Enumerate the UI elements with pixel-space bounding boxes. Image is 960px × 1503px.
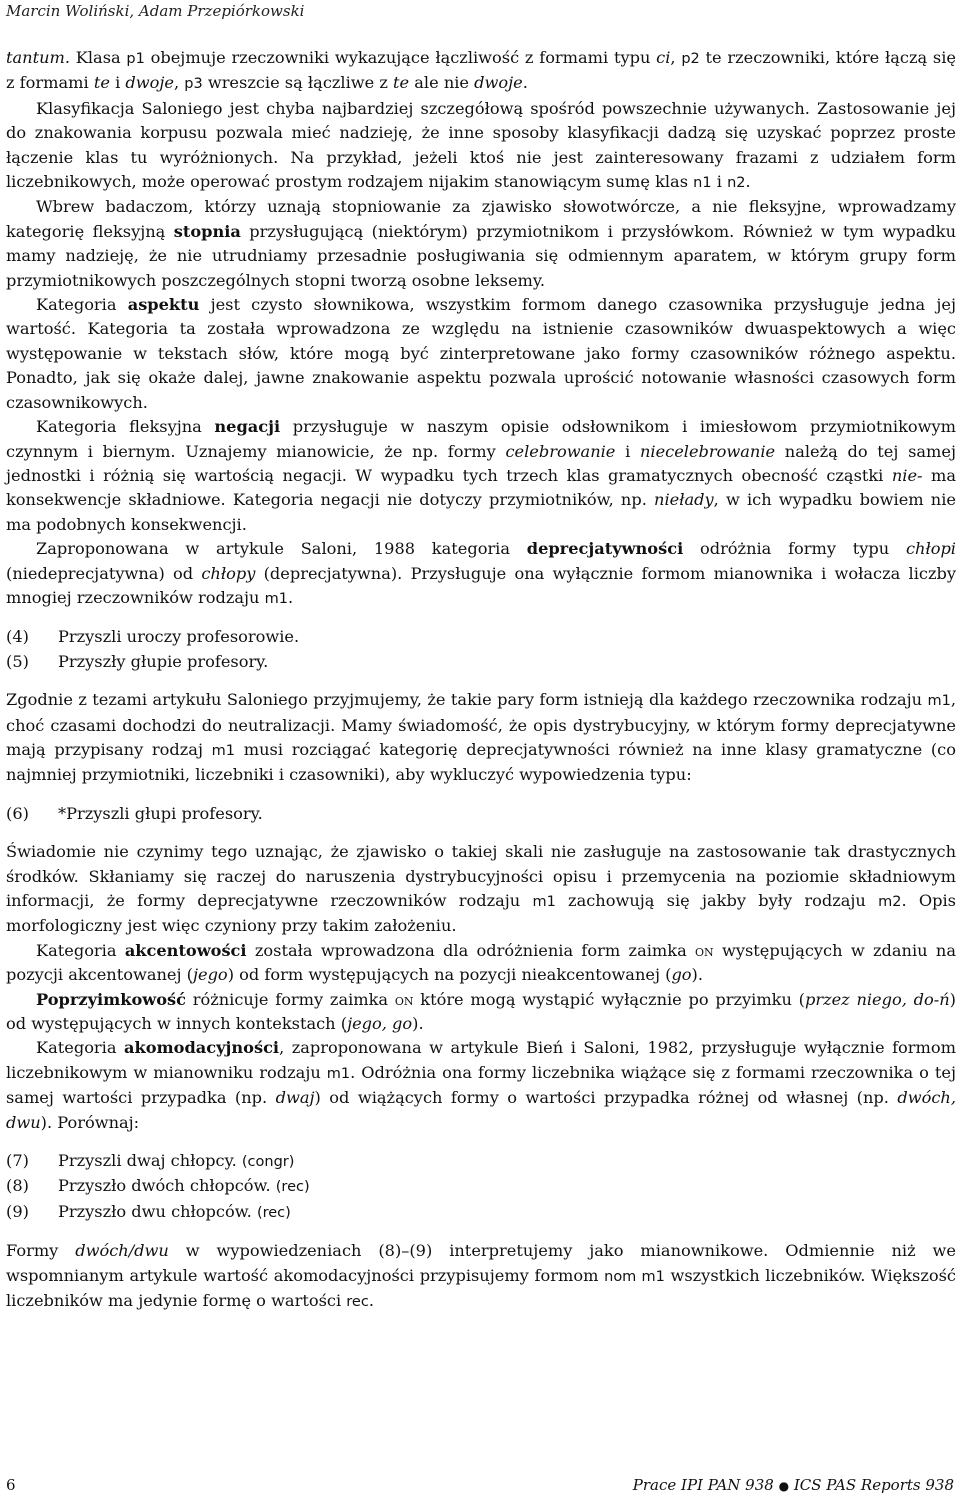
example-sentence: Przyszli dwaj chłopcy.	[58, 1151, 242, 1171]
code-n2: n2	[727, 175, 746, 192]
text: , choć czasami dochodzi do neutralizacji. Mamy świadomość, że opis dystrybucyjny, w którym formy deprecjatywne mają przypisany rodzaj	[6, 690, 956, 759]
text: (deprecjatywna). Przysługuje ona wyłącznie formom mianownika i wołacza liczby mnogiej rzeczowników rodzaju	[6, 563, 957, 607]
italic-go: go	[671, 965, 692, 985]
example-tag: (rec)	[256, 1204, 291, 1221]
example-sentence: Przyszło dwu chłopców.	[58, 1201, 257, 1221]
italic-dwoch-dwu: dwóch/dwu	[75, 1241, 169, 1261]
example-number: (7)	[6, 1151, 29, 1171]
text: Kategoria	[36, 1038, 125, 1058]
text: obejmuje rzeczowniki wykazujące łączliwość z formami typu	[144, 48, 657, 67]
example-text: Przyszli uroczy profesorowie.	[58, 627, 300, 647]
code-p2: p2	[681, 51, 700, 67]
text: w wypowiedzeniach (8)–(9) interpretujemy jako mianownikowe. Odmiennie niż we wspomnianym artykule wartość akomodacyjności przypisujemy formom	[6, 1241, 956, 1285]
text: Formy	[6, 1241, 76, 1261]
text: wreszcie są łączliwe z	[202, 73, 394, 93]
italic-tantum: tantum.	[6, 48, 71, 67]
example-item	[6, 650, 956, 674]
text: które mogą wystąpić wyłącznie po przyimku (	[413, 989, 805, 1009]
example-text: Przyszły głupie profesory.	[58, 651, 269, 671]
code-m1: m1	[532, 894, 556, 910]
text: została wprowadzona dla odróżnienia form zaimka	[246, 940, 696, 960]
paragraph-p8	[6, 840, 956, 939]
paragraph-p10	[6, 988, 956, 1037]
code-nom-m1: nom m1	[604, 1268, 665, 1285]
code-m1: m1	[927, 693, 951, 710]
italic-te: te	[393, 73, 410, 93]
example-list-a	[6, 625, 956, 674]
code-p1: p1	[126, 51, 145, 67]
paragraph-p1	[6, 46, 956, 97]
code-m1: m1	[326, 1065, 351, 1082]
italic-niecelebrowanie: niecelebrowanie	[639, 441, 776, 461]
term-negacji: negacji	[214, 417, 281, 437]
text: ) od wiążących formy o wartości przypadka różnej od własnej (np.	[314, 1088, 898, 1108]
example-item	[6, 1149, 956, 1174]
series-name-en: ICS PAS Reports 938	[793, 1476, 954, 1494]
page-body	[6, 46, 956, 1315]
italic-ci: ci	[656, 48, 671, 67]
code-n1: n1	[693, 175, 712, 192]
series-name-pl: Prace IPI PAN 938	[632, 1476, 774, 1494]
term-akomodacyjnosci: akomodacyjności	[124, 1038, 280, 1058]
italic-jego: jego	[192, 965, 228, 985]
italic-celebrowanie: celebrowanie	[505, 441, 616, 461]
example-text: *Przyszli głupi profesory.	[58, 803, 263, 823]
paragraph-p7	[6, 688, 956, 788]
text: Klasyfikacja Saloniego jest chyba najbardziej szczegółową spośród powszechnie używanych. Zastosowanie jej do znakowania korpusu pozwala mieć nadzieję, że inne sposoby klasyfikacji dadzą się uzyskać poprzez proste łączenie klas tu wyróżnionych. Na przykład, jeżeli ktoś nie jest zainteresowany frazami z udziałem form liczebnikowych, może operować prostym rodzajem nijakim stanowiącym sumę klas	[6, 98, 956, 192]
paragraph-p9	[6, 939, 956, 988]
italic-dwaj: dwaj	[275, 1088, 315, 1108]
text: przysługuje w naszym opisie odsłownikom i imiesłowom przymiotnikowym czynnym i biernym. Uznajemy mianowicie, że np. formy	[6, 417, 957, 461]
text: zachowują się jakby były rodzaju	[555, 891, 879, 910]
italic-dwoch-dwu: dwóch, dwu	[6, 1088, 956, 1132]
text: Klasa	[70, 48, 127, 67]
code-p3: p3	[184, 76, 203, 93]
paragraph-p2	[6, 97, 956, 196]
smallcaps-on: on	[394, 989, 414, 1009]
running-header: Marcin Woliński, Adam Przepiórkowski	[6, 2, 305, 20]
example-tag: (rec)	[275, 1179, 310, 1196]
code-m2: m2	[878, 894, 902, 910]
text: ) od form występujących na pozycji nieakcentowanej (	[227, 965, 672, 985]
example-tag: (congr)	[241, 1154, 295, 1171]
text: należą do tej samej jednostki i różnią się wartością negacji. W wypadku tych trzech klas gramatycznych obecność cząstki	[6, 441, 957, 485]
paragraph-p3	[6, 195, 956, 293]
example-number: (9)	[6, 1201, 29, 1221]
paragraph-p4	[6, 293, 956, 415]
text: przysługującą (niektórym) przymiotnikom i przysłówkom. Również w tym wypadku mamy nadzieję, że nie utrudniamy przesadnie posługiwania się odmiennym aparatem, w którym grupy form przymiotnikowych poszczególnych stopni tworzą osobne leksemy.	[6, 221, 956, 290]
text: Zgodnie z tezami artykułu Saloniego przyjmujemy, że takie pary form istnieją dla każdego rzeczownika rodzaju	[6, 690, 928, 710]
text: i	[711, 172, 728, 192]
italic-jego-go: jego, go	[347, 1014, 413, 1034]
text: ).	[412, 1014, 424, 1034]
text: Kategoria	[36, 295, 128, 315]
text: ).	[691, 965, 704, 985]
text: i	[615, 441, 640, 461]
text: , zaproponowana w artykule Bień i Saloni, 1982, przysługuje wyłącznie formom liczebnikowym w mianowniku rodzaju	[6, 1038, 956, 1082]
text: .	[368, 1291, 374, 1311]
code-m1: m1	[264, 590, 288, 607]
italic-dwoje: dwoje	[474, 73, 523, 93]
text: występujących w zdaniu na pozycji akcentowanej (	[6, 940, 956, 985]
example-item	[6, 625, 956, 649]
example-sentence: Przyszło dwóch chłopców.	[58, 1176, 276, 1196]
italic-te: te	[93, 73, 110, 93]
page-number: 6	[6, 1476, 16, 1494]
page-footer	[6, 1476, 954, 1494]
code-rec: rec	[346, 1294, 369, 1311]
term-stopnia: stopnia	[173, 221, 241, 241]
text: .	[287, 587, 294, 607]
term-deprecjatywnosci: deprecjatywności	[526, 539, 684, 559]
example-item	[6, 1174, 956, 1199]
text: te rzeczowniki, które łączą się z formami	[6, 48, 956, 93]
text: i	[109, 73, 126, 93]
example-item	[6, 802, 956, 826]
example-list-b	[6, 802, 956, 826]
text: . Opis morfologiczny jest więc czyniony przy takim założeniu.	[6, 891, 956, 936]
text: , w ich wypadku bowiem nie ma podobnych konsekwencji.	[6, 490, 956, 534]
italic-chlopi: chłopi	[905, 539, 956, 559]
paragraph-p5	[6, 415, 956, 537]
text: ma konsekwencje składniowe. Kategoria negacji nie dotyczy przymiotników, np.	[6, 465, 956, 510]
bullet-icon: ●	[778, 1479, 790, 1493]
text: ale nie	[409, 73, 475, 93]
example-number: (5)	[6, 651, 29, 671]
text: (niedeprecjatywna) od	[6, 563, 202, 583]
example-number: (6)	[6, 803, 29, 823]
smallcaps-on: on	[695, 940, 714, 960]
text: wszystkich liczebników. Większość liczebników ma jedynie formę o wartości	[6, 1265, 956, 1311]
text: musi rozciągać kategorię deprecjatywności również na inne klasy gramatyczne (co najmniej przymiotniki, liczebniki i czasowniki), aby wykluczyć wypowiedzenia typu:	[6, 739, 956, 785]
paragraph-p12	[6, 1239, 956, 1314]
text: odróżnia formy typu	[683, 539, 906, 559]
text: Świadomie nie czynimy tego uznając, że zjawisko o takiej skali nie zasługuje na zastosowanie tak drastycznych środków. Skłaniamy się raczej do naruszenia dystrybucyjności opisu i przemycenia na poziomie składniowym informacji, że formy deprecjatywne rzeczowników rodzaju	[6, 842, 956, 910]
text: .	[745, 172, 751, 192]
series-info	[633, 1476, 954, 1494]
text: .	[522, 73, 528, 93]
example-text	[58, 1174, 310, 1199]
italic-nielady: niełady	[654, 490, 714, 510]
text: jest czysto słownikowa, wszystkim formom danego czasownika przysługuje jedna jej wartość. Kategoria ta została wprowadzona ze względu na istnienie czasowników dwuaspektowych a więc występowanie w tekstach słów, które mogą być zinterpretowane jako formy czasowników różnego aspektu. Ponadto, jak się okaże dalej, jawne znakowanie aspektu pozwala uprościć notowanie własności czasowych form czasownikowych.	[6, 295, 956, 412]
text: ) od występujących w innych kontekstach (	[6, 989, 956, 1034]
example-text	[58, 1149, 294, 1174]
example-number: (4)	[6, 627, 29, 647]
italic-chlopy: chłopy	[201, 563, 256, 583]
text: . Odróżnia ona formy liczebnika wiążące się z formami rzeczownika o tej samej wartości przypadka (np.	[6, 1062, 956, 1108]
term-aspektu: aspektu	[127, 295, 200, 315]
example-list-c	[6, 1149, 956, 1225]
term-poprzyimkowosc: Poprzyimkowość	[36, 989, 186, 1009]
text: ,	[670, 48, 682, 67]
italic-przez-niego: przez niego, do-ń	[804, 989, 950, 1009]
term-akcentowosci: akcentowości	[124, 940, 247, 960]
paragraph-p11	[6, 1036, 956, 1135]
example-text	[58, 1200, 291, 1225]
text: różnicuje formy zaimka	[185, 989, 395, 1009]
example-number: (8)	[6, 1176, 29, 1196]
text: ). Porównaj:	[40, 1112, 140, 1132]
code-m1: m1	[211, 742, 236, 759]
text: Kategoria	[36, 940, 125, 960]
example-item	[6, 1200, 956, 1225]
italic-nie: nie-	[891, 465, 923, 485]
paragraph-p6	[6, 537, 956, 611]
italic-dwoje: dwoje	[125, 73, 174, 93]
text: Wbrew badaczom, którzy uznają stopniowanie za zjawisko słowotwórcze, a nie fleksyjne, wprowadzamy kategorię fleksyjną	[6, 197, 956, 241]
text: Kategoria fleksyjna	[36, 417, 215, 437]
text: Zaproponowana w artykule Saloni, 1988 kategoria	[36, 539, 527, 559]
text: ,	[173, 73, 185, 93]
